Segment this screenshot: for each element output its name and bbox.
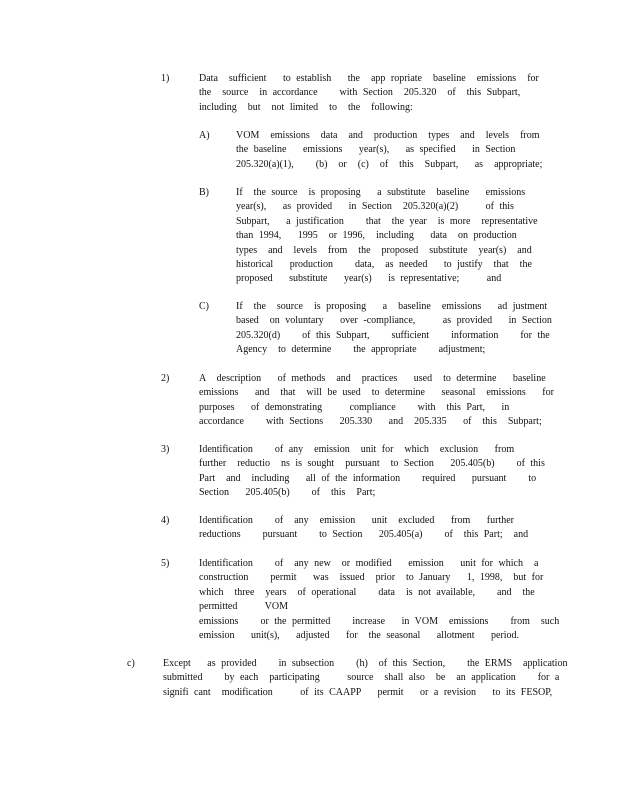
text-line: accordance with Sections 205.330 and 205.335 of this Subpart; bbox=[199, 416, 542, 428]
text-line: Section 205.405(b) of this Part; bbox=[199, 487, 376, 499]
paragraph-marker: c) bbox=[127, 658, 135, 669]
sub-item-b bbox=[199, 186, 538, 287]
sub-item-a bbox=[199, 129, 543, 173]
sub-item-marker: A) bbox=[199, 130, 210, 141]
text-line: Except as provided in subsection (h) of this Section, the ERMS application bbox=[163, 658, 568, 669]
list-item-2 bbox=[161, 372, 554, 430]
text-line: which three years of operational data is not available, and the bbox=[199, 586, 535, 598]
list-item-5 bbox=[161, 557, 560, 644]
text-line: Agency to determine the appropriate adjustment; bbox=[236, 344, 486, 356]
sub-item-marker: B) bbox=[199, 187, 209, 198]
list-item-4 bbox=[161, 514, 531, 544]
list-marker: 3) bbox=[161, 444, 170, 455]
text-line: based on voluntary over -compliance, as provided in Section bbox=[236, 315, 552, 327]
text-line: If the source is proposing a baseline emissions ad justment bbox=[236, 301, 548, 312]
text-line: including but not limited to the following: bbox=[199, 101, 413, 113]
list-marker: 1) bbox=[161, 73, 170, 84]
list-marker: 5) bbox=[161, 558, 170, 569]
text-line: emission unit(s), adjusted for the seasonal allotment period. bbox=[199, 630, 520, 642]
text-line: the baseline emissions year(s), as specified in Section bbox=[236, 144, 516, 156]
sub-item-marker: C) bbox=[199, 301, 209, 312]
text-line: construction permit was issued prior to January 1, 1998, but for bbox=[199, 572, 544, 584]
text-line: 205.320(a)(1), (b) or (c) of this Subpart, as appropriate; bbox=[236, 158, 543, 170]
text-line: proposed substitute year(s) is representative; and bbox=[236, 273, 502, 285]
paragraph-c bbox=[127, 657, 568, 701]
list-marker: 4) bbox=[161, 515, 170, 526]
list-marker: 2) bbox=[161, 373, 170, 384]
sub-item-c bbox=[199, 300, 552, 358]
list-item-3 bbox=[161, 443, 545, 501]
sub-item-text bbox=[236, 129, 542, 172]
list-item-text bbox=[199, 514, 528, 543]
list-item-text bbox=[199, 557, 559, 643]
text-line: further reductio ns is sought pursuant to Section 205.405(b) of this bbox=[199, 458, 545, 470]
text-line: types and levels from the proposed substitute year(s) and bbox=[236, 244, 532, 256]
text-line: A description of methods and practices used to determine baseline bbox=[199, 373, 546, 384]
text-line: emissions and that will be used to determine seasonal emissions for bbox=[199, 387, 554, 399]
text-line: historical production data, as needed to justify that the bbox=[236, 259, 532, 271]
text-line: Subpart, a justification that the year is more representative bbox=[236, 215, 538, 227]
text-line: If the source is proposing a substitute baseline emissions bbox=[236, 187, 526, 198]
text-line: Identification of any new or modified emission unit for which a bbox=[199, 558, 539, 569]
sub-item-text bbox=[236, 300, 552, 358]
text-line: than 1994, 1995 or 1996, including data on production bbox=[236, 230, 517, 242]
text-line: submitted by each participating source shall also be an application for a bbox=[163, 672, 560, 684]
text-line: Part and including all of the information required pursuant to bbox=[199, 472, 537, 484]
text-line: 205.320(d) of this Subpart, sufficient information for the bbox=[236, 329, 550, 341]
list-item-text bbox=[199, 372, 554, 430]
list-item-1 bbox=[161, 72, 539, 116]
text-line: year(s), as provided in Section 205.320(a)(2) of this bbox=[236, 201, 514, 213]
text-line: VOM emissions data and production types and levels from bbox=[236, 130, 540, 141]
text-line: the source in accordance with Section 205.320 of this Subpart, bbox=[199, 87, 521, 99]
text-line: permitted VOM bbox=[199, 601, 288, 613]
text-line: Identification of any emission unit excluded from further bbox=[199, 515, 514, 526]
text-line: reductions pursuant to Section 205.405(a) of this Part; and bbox=[199, 529, 529, 541]
list-item-text bbox=[199, 443, 545, 501]
text-line: signifi cant modification of its CAAPP permit or a revision to its FESOP, bbox=[163, 686, 553, 698]
list-item-text bbox=[199, 72, 539, 115]
sub-item-text bbox=[236, 186, 538, 287]
paragraph-text bbox=[163, 657, 567, 700]
text-line: Data sufficient to establish the app ropriate baseline emissions for bbox=[199, 73, 539, 84]
text-line: emissions or the permitted increase in VOM emissions from such bbox=[199, 615, 560, 627]
text-line: Identification of any emission unit for which exclusion from bbox=[199, 444, 515, 455]
text-line: purposes of demonstrating compliance with this Part, in bbox=[199, 401, 510, 413]
